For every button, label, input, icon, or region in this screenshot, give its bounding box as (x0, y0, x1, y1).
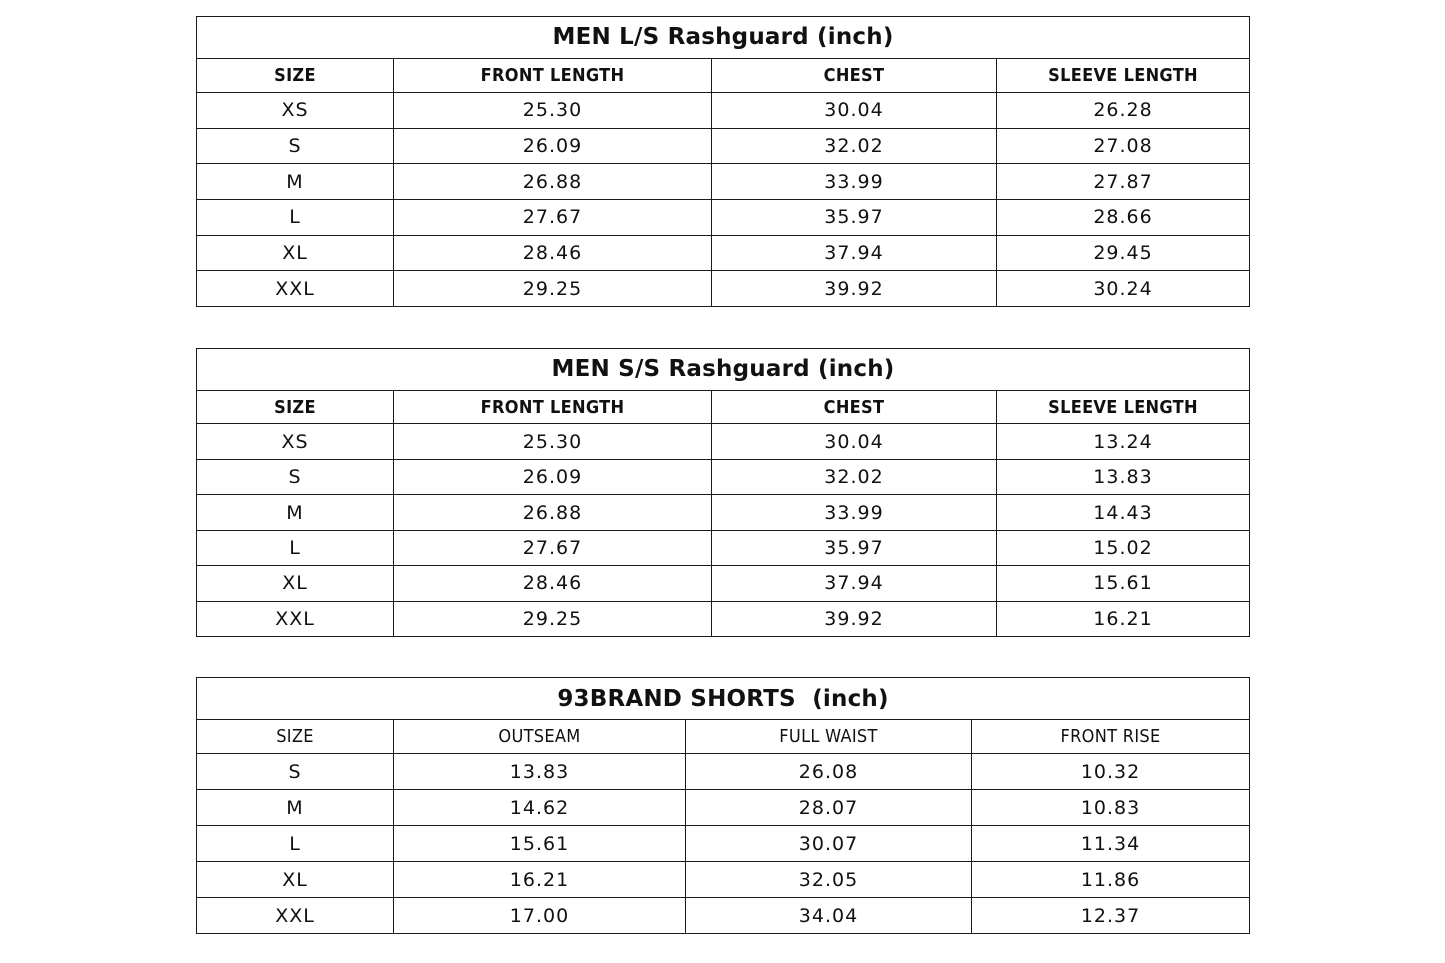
column-header: FRONT LENGTH (394, 390, 712, 424)
value-cell: 17.00 (394, 898, 686, 934)
value-cell: 11.34 (972, 826, 1250, 862)
value-cell: 33.99 (712, 164, 997, 200)
size-cell: S (197, 459, 394, 494)
value-cell: 27.87 (997, 164, 1250, 200)
value-cell: 28.07 (686, 790, 972, 826)
value-cell: 27.08 (997, 128, 1250, 164)
column-header: CHEST (712, 390, 997, 424)
table-row (197, 566, 1250, 601)
value-cell: 39.92 (712, 271, 997, 307)
value-cell: 29.25 (394, 601, 712, 636)
table-row (197, 790, 1250, 826)
size-cell: XXL (197, 601, 394, 636)
value-cell: 35.97 (712, 199, 997, 235)
table-title-row (197, 678, 1250, 720)
ss-rashguard-size-table (196, 348, 1250, 637)
table-row (197, 459, 1250, 494)
value-cell: 27.67 (394, 530, 712, 565)
column-header: OUTSEAM (394, 720, 686, 754)
table-header-row (197, 720, 1250, 754)
column-header: CHEST (712, 58, 997, 92)
value-cell: 13.83 (394, 754, 686, 790)
value-cell: 39.92 (712, 601, 997, 636)
column-header: SIZE (197, 58, 394, 92)
value-cell: 27.67 (394, 199, 712, 235)
value-cell: 32.02 (712, 128, 997, 164)
value-cell: 13.24 (997, 424, 1250, 459)
size-cell: L (197, 199, 394, 235)
table-title: MEN L/S Rashguard (inch) (197, 17, 1250, 59)
table-header-row (197, 390, 1250, 424)
table-row (197, 601, 1250, 636)
value-cell: 26.88 (394, 495, 712, 530)
table-row (197, 235, 1250, 271)
value-cell: 15.61 (394, 826, 686, 862)
value-cell: 28.46 (394, 235, 712, 271)
size-cell: L (197, 826, 394, 862)
value-cell: 26.09 (394, 459, 712, 494)
value-cell: 26.88 (394, 164, 712, 200)
value-cell: 30.04 (712, 92, 997, 128)
table-row (197, 271, 1250, 307)
size-cell: XXL (197, 271, 394, 307)
column-header: FRONT LENGTH (394, 58, 712, 92)
ls-rashguard-size-table (196, 16, 1250, 307)
value-cell: 37.94 (712, 566, 997, 601)
value-cell: 29.25 (394, 271, 712, 307)
value-cell: 37.94 (712, 235, 997, 271)
value-cell: 32.02 (712, 459, 997, 494)
size-cell: S (197, 754, 394, 790)
value-cell: 28.46 (394, 566, 712, 601)
value-cell: 26.08 (686, 754, 972, 790)
table-row (197, 530, 1250, 565)
size-cell: L (197, 530, 394, 565)
size-cell: XL (197, 566, 394, 601)
table-title: MEN S/S Rashguard (inch) (197, 349, 1250, 391)
value-cell: 29.45 (997, 235, 1250, 271)
table-row (197, 424, 1250, 459)
value-cell: 14.43 (997, 495, 1250, 530)
shorts-size-table (196, 677, 1250, 934)
size-cell: M (197, 495, 394, 530)
size-cell: XL (197, 235, 394, 271)
value-cell: 15.02 (997, 530, 1250, 565)
table-row (197, 92, 1250, 128)
value-cell: 30.24 (997, 271, 1250, 307)
value-cell: 30.04 (712, 424, 997, 459)
size-cell: XS (197, 424, 394, 459)
value-cell: 34.04 (686, 898, 972, 934)
value-cell: 16.21 (394, 862, 686, 898)
column-header: SIZE (197, 390, 394, 424)
column-header: FULL WAIST (686, 720, 972, 754)
value-cell: 25.30 (394, 424, 712, 459)
table-row (197, 164, 1250, 200)
value-cell: 35.97 (712, 530, 997, 565)
table-title-row (197, 349, 1250, 391)
column-header: FRONT RISE (972, 720, 1250, 754)
size-cell: S (197, 128, 394, 164)
value-cell: 15.61 (997, 566, 1250, 601)
value-cell: 10.83 (972, 790, 1250, 826)
table-row (197, 826, 1250, 862)
table-row (197, 495, 1250, 530)
value-cell: 16.21 (997, 601, 1250, 636)
column-header: SLEEVE LENGTH (997, 58, 1250, 92)
table-header-row (197, 58, 1250, 92)
value-cell: 14.62 (394, 790, 686, 826)
table-row (197, 898, 1250, 934)
value-cell: 11.86 (972, 862, 1250, 898)
value-cell: 26.28 (997, 92, 1250, 128)
value-cell: 30.07 (686, 826, 972, 862)
table-row (197, 862, 1250, 898)
column-header: SLEEVE LENGTH (997, 390, 1250, 424)
table-title: 93BRAND SHORTS (inch) (197, 678, 1250, 720)
size-cell: M (197, 164, 394, 200)
value-cell: 13.83 (997, 459, 1250, 494)
size-cell: XL (197, 862, 394, 898)
column-header: SIZE (197, 720, 394, 754)
table-row (197, 199, 1250, 235)
value-cell: 12.37 (972, 898, 1250, 934)
value-cell: 32.05 (686, 862, 972, 898)
table-row (197, 128, 1250, 164)
value-cell: 25.30 (394, 92, 712, 128)
value-cell: 10.32 (972, 754, 1250, 790)
size-cell: XS (197, 92, 394, 128)
table-title-row (197, 17, 1250, 59)
table-row (197, 754, 1250, 790)
size-cell: XXL (197, 898, 394, 934)
size-cell: M (197, 790, 394, 826)
value-cell: 26.09 (394, 128, 712, 164)
value-cell: 28.66 (997, 199, 1250, 235)
value-cell: 33.99 (712, 495, 997, 530)
